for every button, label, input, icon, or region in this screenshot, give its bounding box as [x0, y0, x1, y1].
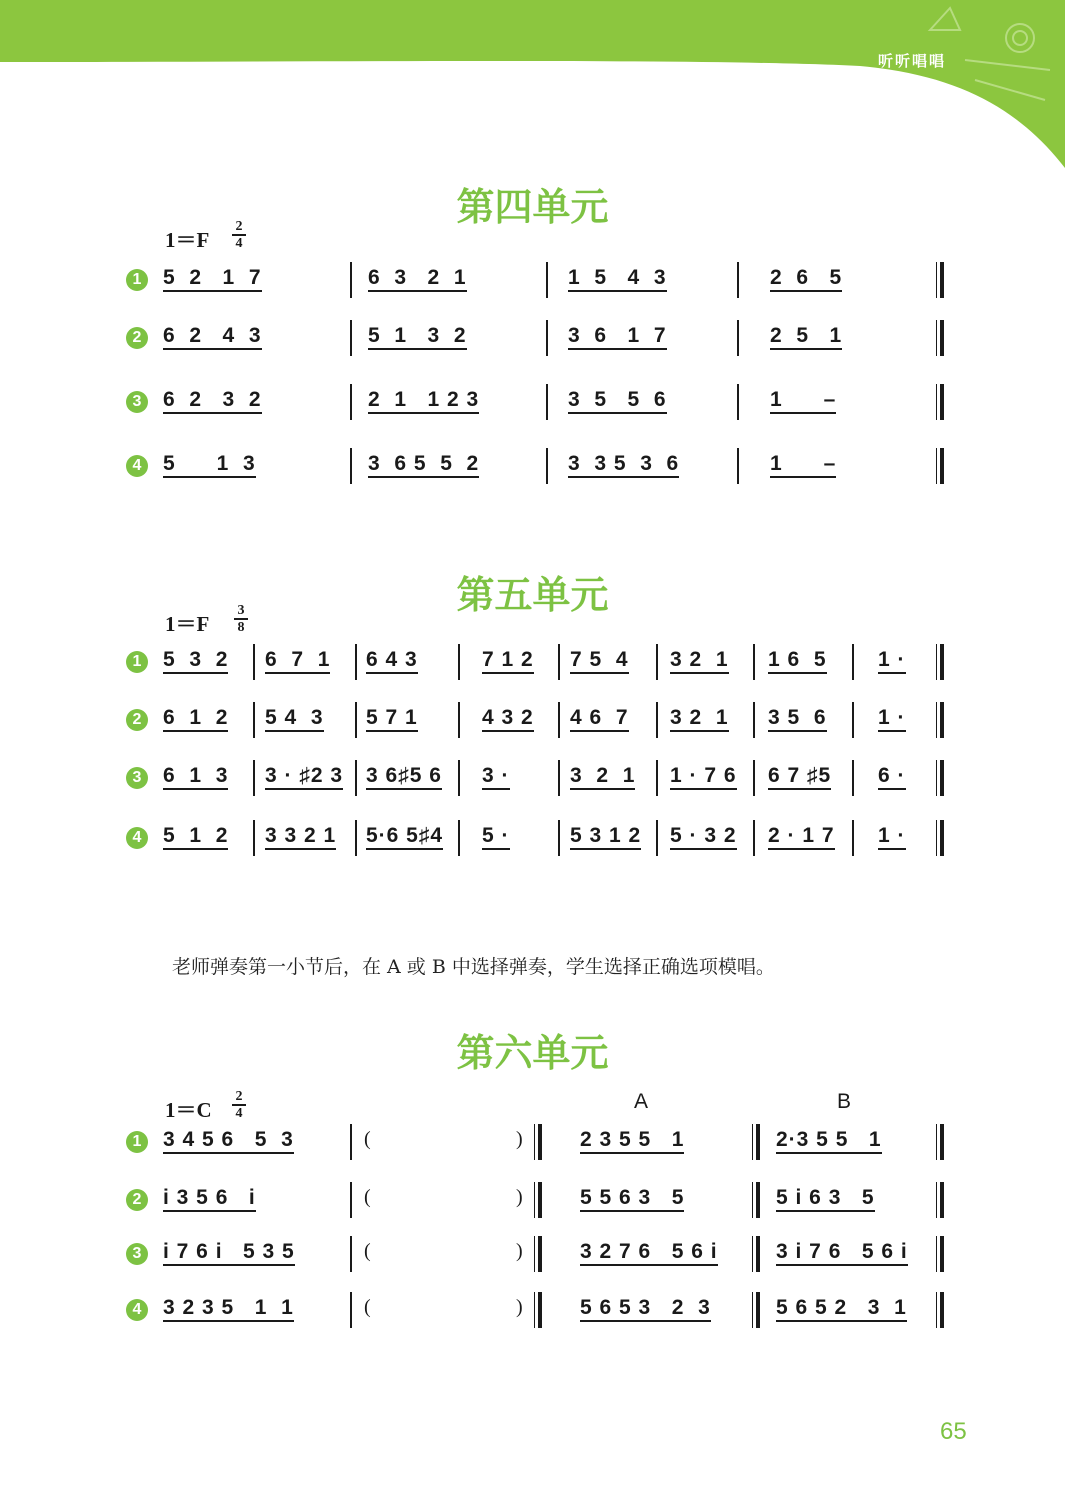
time-signature: 3 8 [234, 604, 248, 634]
bar-line [558, 820, 560, 856]
bar-line [558, 760, 560, 796]
option-a-measure: 5 6 5 3 2 3 [580, 1296, 711, 1322]
measure: 6 · [878, 764, 906, 790]
measure: 3 5 5 6 [568, 388, 667, 414]
option-b-measure: 3 i 7 6 5 6 i [776, 1240, 908, 1266]
final-bar-line [936, 320, 944, 356]
key-signature: 1＝F [165, 612, 210, 636]
double-bar-line [534, 1292, 542, 1328]
measure: 7 1 2 [482, 648, 534, 674]
measure: 1 – [770, 452, 836, 478]
measure: 5 1 3 [163, 452, 256, 478]
row-number-badge: 3 [126, 767, 148, 789]
final-bar-line [936, 384, 944, 420]
row-number-badge: 1 [126, 651, 148, 673]
bar-line [546, 448, 548, 484]
bar-line [753, 702, 755, 738]
final-bar-line [936, 1292, 944, 1328]
measure: 1 5 4 3 [568, 266, 667, 292]
bar-line [656, 820, 658, 856]
bar-line [350, 1182, 352, 1218]
double-bar-line [752, 1124, 760, 1160]
bar-line [355, 702, 357, 738]
first-measure: 3 2 3 5 1 1 [163, 1296, 294, 1322]
bar-line [737, 384, 739, 420]
key-signature: 1＝F [165, 228, 210, 252]
bar-line [350, 1236, 352, 1272]
option-b-measure: 2·3 5 5 1 [776, 1128, 882, 1154]
bar-line [253, 644, 255, 680]
row-number-badge: 4 [126, 1299, 148, 1321]
bar-line [737, 448, 739, 484]
close-paren: ) [516, 1296, 523, 1318]
option-a-measure: 2 3 5 5 1 [580, 1128, 684, 1154]
measure: 3 2 1 [570, 764, 635, 790]
bar-line [350, 448, 352, 484]
measure: 6 4 3 [366, 648, 418, 674]
bar-line [546, 320, 548, 356]
measure: 5 7 1 [366, 706, 418, 732]
final-bar-line [936, 1236, 944, 1272]
bar-line [656, 644, 658, 680]
measure: 6 1 3 [163, 764, 228, 790]
final-bar-line [936, 760, 944, 796]
measure: 5 3 2 [163, 648, 228, 674]
bar-line [458, 760, 460, 796]
measure: 3 6 1 7 [568, 324, 667, 350]
bar-line [546, 262, 548, 298]
bar-line [558, 702, 560, 738]
row-number-badge: 2 [126, 709, 148, 731]
final-bar-line [936, 644, 944, 680]
measure: 3 5 6 [768, 706, 827, 732]
header-banner [0, 0, 1065, 180]
measure: 1 · 7 6 [670, 764, 737, 790]
measure: 1 6 5 [768, 648, 827, 674]
bar-line [253, 702, 255, 738]
row-number-badge: 4 [126, 455, 148, 477]
bar-line [355, 760, 357, 796]
measure: 5 2 1 7 [163, 266, 262, 292]
measure: 3 6♯5 6 [366, 764, 442, 790]
double-bar-line [534, 1124, 542, 1160]
measure: 4 3 2 [482, 706, 534, 732]
measure: 3 3 2 1 [265, 824, 336, 850]
first-measure: i 7 6 i 5 3 5 [163, 1240, 295, 1266]
measure: 6 1 2 [163, 706, 228, 732]
double-bar-line [752, 1236, 760, 1272]
final-bar-line [936, 820, 944, 856]
bar-line [737, 320, 739, 356]
time-signature: 2 4 [232, 1090, 246, 1120]
measure: 5 · 3 2 [670, 824, 737, 850]
bar-line [852, 702, 854, 738]
final-bar-line [936, 448, 944, 484]
measure: 7 5 4 [570, 648, 629, 674]
measure: 5 3 1 2 [570, 824, 641, 850]
bar-line [737, 262, 739, 298]
unit-title: 第四单元 [456, 185, 609, 229]
final-bar-line [936, 1124, 944, 1160]
bar-line [558, 644, 560, 680]
instruction-text: 老师弹奏第一小节后，在 A 或 B 中选择弹奏，学生选择正确选项模唱。 [172, 956, 775, 978]
measure: 4 6 7 [570, 706, 629, 732]
open-paren: ( [364, 1240, 371, 1262]
bar-line [355, 644, 357, 680]
measure: 5 · [482, 824, 510, 850]
option-a-measure: 3 2 7 6 5 6 i [580, 1240, 718, 1266]
bar-line [350, 320, 352, 356]
measure: 3 2 1 [670, 648, 729, 674]
final-bar-line [936, 702, 944, 738]
page-number: 65 [940, 1418, 967, 1445]
final-bar-line [936, 262, 944, 298]
measure: 1 · [878, 648, 906, 674]
measure: 3 · ♯2 3 [265, 764, 343, 790]
bar-line [253, 760, 255, 796]
measure: 2 5 1 [770, 324, 842, 350]
double-bar-line [752, 1292, 760, 1328]
row-number-badge: 3 [126, 391, 148, 413]
option-b-measure: 5 6 5 2 3 1 [776, 1296, 907, 1322]
measure: 3 2 1 [670, 706, 729, 732]
row-number-badge: 1 [126, 269, 148, 291]
bar-line [656, 760, 658, 796]
measure: 5 4 3 [265, 706, 324, 732]
measure: 6 2 3 2 [163, 388, 262, 414]
bar-line [355, 820, 357, 856]
bar-line [458, 644, 460, 680]
section-label: 听听唱唱 [878, 53, 947, 70]
bar-line [458, 820, 460, 856]
measure: 3 6 5 5 2 [368, 452, 479, 478]
open-paren: ( [364, 1296, 371, 1318]
bar-line [546, 384, 548, 420]
close-paren: ) [516, 1128, 523, 1150]
bar-line [350, 384, 352, 420]
bar-line [253, 820, 255, 856]
first-measure: i 3 5 6 i [163, 1186, 256, 1212]
bar-line [753, 644, 755, 680]
option-b-measure: 5 i 6 3 5 [776, 1186, 875, 1212]
bar-line [350, 1124, 352, 1160]
key-signature: 1＝C [165, 1098, 212, 1122]
bar-line [350, 262, 352, 298]
unit-title: 第五单元 [456, 573, 609, 617]
double-bar-line [752, 1182, 760, 1218]
double-bar-line [534, 1182, 542, 1218]
column-b-header: B [837, 1090, 852, 1113]
bar-line [656, 702, 658, 738]
measure: 5·6 5♯4 [366, 824, 443, 850]
measure: 1 · [878, 824, 906, 850]
measure: 2 6 5 [770, 266, 842, 292]
bar-line [350, 1292, 352, 1328]
row-number-badge: 1 [126, 1131, 148, 1153]
close-paren: ) [516, 1240, 523, 1262]
bar-line [753, 760, 755, 796]
row-number-badge: 2 [126, 1189, 148, 1211]
row-number-badge: 4 [126, 827, 148, 849]
measure: 1 – [770, 388, 836, 414]
bar-line [852, 644, 854, 680]
option-a-measure: 5 5 6 3 5 [580, 1186, 684, 1212]
bar-line [852, 760, 854, 796]
measure: 6 7 ♯5 [768, 764, 831, 790]
column-a-header: A [634, 1090, 649, 1113]
bar-line [458, 702, 460, 738]
close-paren: ) [516, 1186, 523, 1208]
measure: 3 · [482, 764, 510, 790]
final-bar-line [936, 1182, 944, 1218]
open-paren: ( [364, 1186, 371, 1208]
unit-title: 第六单元 [456, 1031, 609, 1075]
measure: 6 2 4 3 [163, 324, 262, 350]
first-measure: 3 4 5 6 5 3 [163, 1128, 294, 1154]
bar-line [753, 820, 755, 856]
row-number-badge: 2 [126, 327, 148, 349]
row-number-badge: 3 [126, 1243, 148, 1265]
measure: 1 · [878, 706, 906, 732]
measure: 5 1 2 [163, 824, 228, 850]
measure: 2 1 1 2 3 [368, 388, 479, 414]
open-paren: ( [364, 1128, 371, 1150]
measure: 5 1 3 2 [368, 324, 467, 350]
double-bar-line [534, 1236, 542, 1272]
bar-line [852, 820, 854, 856]
time-signature: 2 4 [232, 220, 246, 250]
measure: 6 3 2 1 [368, 266, 467, 292]
measure: 6 7 1 [265, 648, 330, 674]
measure: 3 3 5 3 6 [568, 452, 679, 478]
measure: 2 · 1 7 [768, 824, 835, 850]
